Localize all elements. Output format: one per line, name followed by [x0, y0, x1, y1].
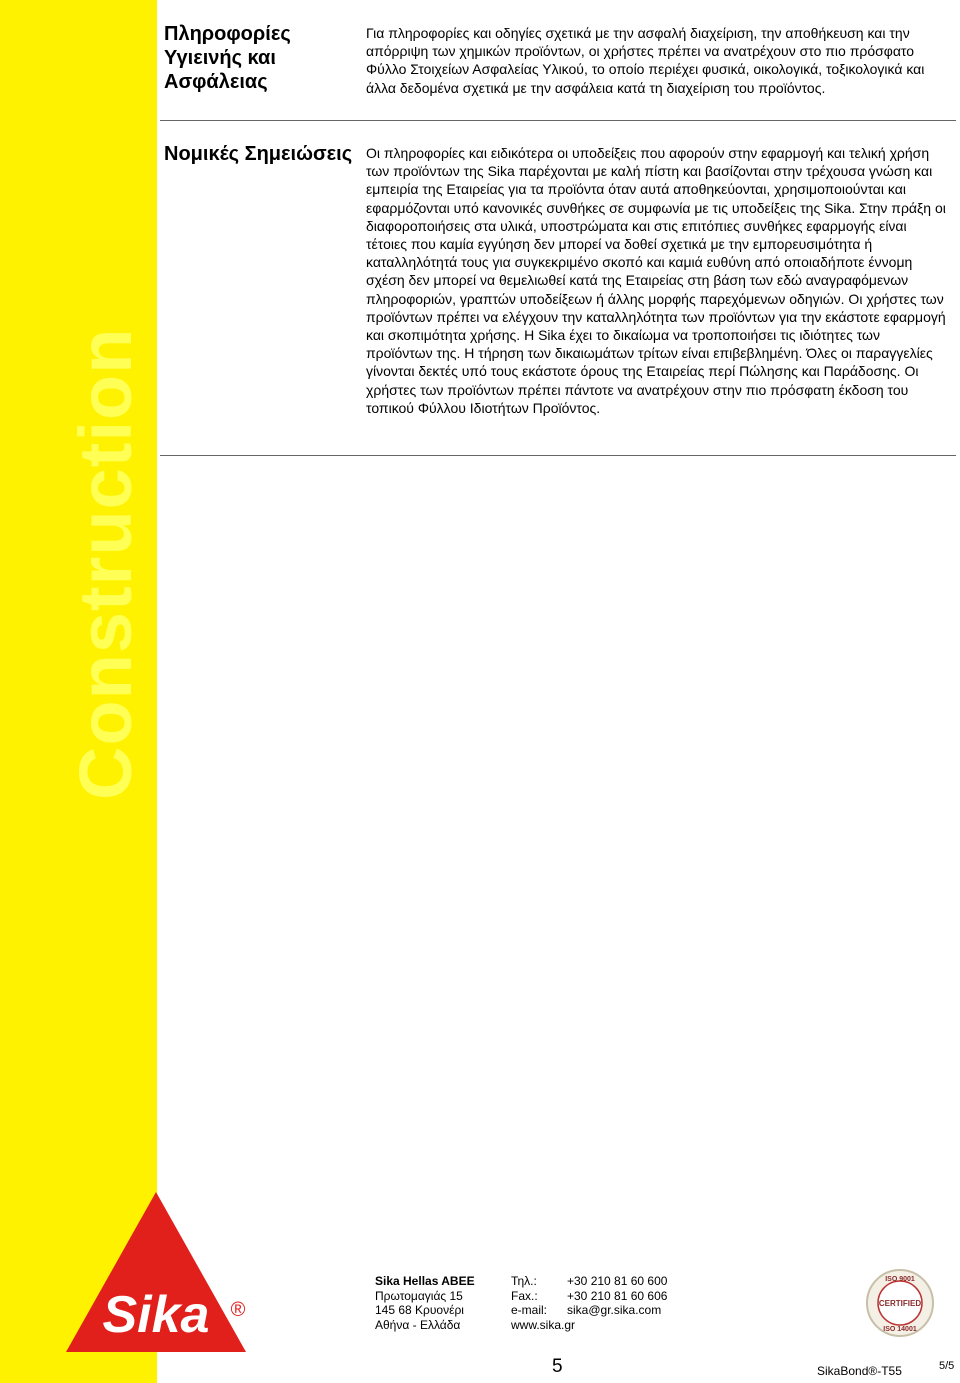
iso-certified-seal: [865, 1268, 935, 1338]
phone-label: Τηλ.:: [511, 1274, 537, 1288]
address-postcode: 145 68 Κρυονέρι: [375, 1303, 464, 1317]
section-divider: [160, 455, 956, 456]
email-row: [511, 1303, 667, 1318]
email-label: e-mail:: [511, 1303, 548, 1317]
page-number: 5: [552, 1356, 563, 1377]
fax-row: [511, 1289, 667, 1304]
safety-heading: Πληροφορίες Υγιεινής και Ασφάλειας: [164, 23, 291, 93]
phone-row: [511, 1274, 667, 1289]
cert-bottom-text: ISO 14001: [883, 1326, 917, 1333]
address-city: Αθήνα - Ελλάδα: [375, 1317, 461, 1332]
company-name: Sika Hellas ABEE: [375, 1274, 475, 1288]
fax-value: +30 210 81 60 606: [567, 1288, 668, 1303]
page-of-total: 5/5: [939, 1360, 955, 1372]
email-value[interactable]: sika@gr.sika.com: [567, 1303, 662, 1317]
fax-label: Fax.:: [511, 1288, 538, 1303]
footer-address: [375, 1274, 475, 1332]
section-divider: [160, 120, 956, 121]
safety-text: Για πληροφορίες και οδηγίες σχετικά με την ασφαλή διαχείριση, την αποθήκευση και την απόρριψη των χημικών προϊόντων, οι χρήστες πρέπει να ανατρέχουν στο πιο πρόσφατο Φύλλο Στοιχείων Ασφαλείας Υλικού, το οποίο περιέχει φυσικά, οικολογικά, τοξικολογικά και άλλα δεδομένα σχετικά με την ασφάλεια κατά τη διαχείριση του προϊόντος.: [366, 25, 925, 96]
registered-mark: ®: [230, 1299, 246, 1321]
website-link[interactable]: www.sika.gr: [511, 1317, 576, 1332]
address-street: Πρωτομαγιάς 15: [375, 1288, 463, 1303]
cert-mid-text: CERTIFIED: [878, 1299, 922, 1308]
footer-contacts: [511, 1274, 667, 1332]
legal-text: Οι πληροφορίες και ειδικότερα οι υποδείξεις που αφορούν στην εφαρμογή και τελική χρήση των προϊόντων της Sika παρέχονται με καλή πίστη και βασίζονται στην τρέχουσα γνώση και εμπειρία της Εταιρείας για τα προϊόντα όταν αυτά αποθηκεύονται, χρησιμοποιούνται και εφαρμόζονται υπό κανονικές συνθήκες σε συμφωνία με τις υποδείξεις της Sika. Στην πράξη οι διαφοροποιήσεις στα υλικά, υποστρώματα και στις επιτόπιες συνθήκες εφαρμογής είναι τέτοιες που καμία εγγύηση δεν μπορεί να δοθεί σχετικά με την εμπορευσιμότητα ή καταλληλότητά τους για συγκεκριμένο σκοπό και καμιά ευθύνη από οποιαδήποτε έννομη σχέση δεν μπορεί να θεμελιωθεί κατά της Εταιρείας στη βάση των εδώ αναγραφόμενων πληροφοριών, γραπτών υποδείξεων ή άλλης μορφής παρεχόμενων οδηγιών. Οι χρήστες των προϊόντων πρέπει να ελέγχουν την καταλληλότητα των προϊόντων για την εκάστοτε εφαρμογή και σκοπιμότητα χρήσης. Η Sika έχει το δικαίωμα να τροποποιήσει τις ιδιότητες των προϊόντων της. Η τήρηση των δικαιωμάτων τρίτων είναι επιβεβλημένη. Όλες οι παραγγελίες γίνονται δεκτές υπό τους εκάστοτε όρους της Εταιρείας περί Πώλησης και Παράδοσης. Οι χρήστες των προϊόντων πρέπει πάντοτε να ανατρέχουν στην πιο πρόσφατη έκδοση του τοπικού Φύλλου Ιδιοτήτων Προϊόντος.: [366, 145, 946, 416]
construction-watermark: Construction: [64, 327, 147, 800]
phone-value: +30 210 81 60 600: [567, 1274, 668, 1288]
legal-heading: Νομικές Σημειώσεις: [164, 143, 353, 165]
document-name: SikaBond®-T55: [817, 1364, 902, 1378]
cert-top-text: ISO 9001: [885, 1276, 915, 1283]
sika-logo-text: Sika: [102, 1286, 210, 1344]
sika-logo: [66, 1192, 248, 1352]
